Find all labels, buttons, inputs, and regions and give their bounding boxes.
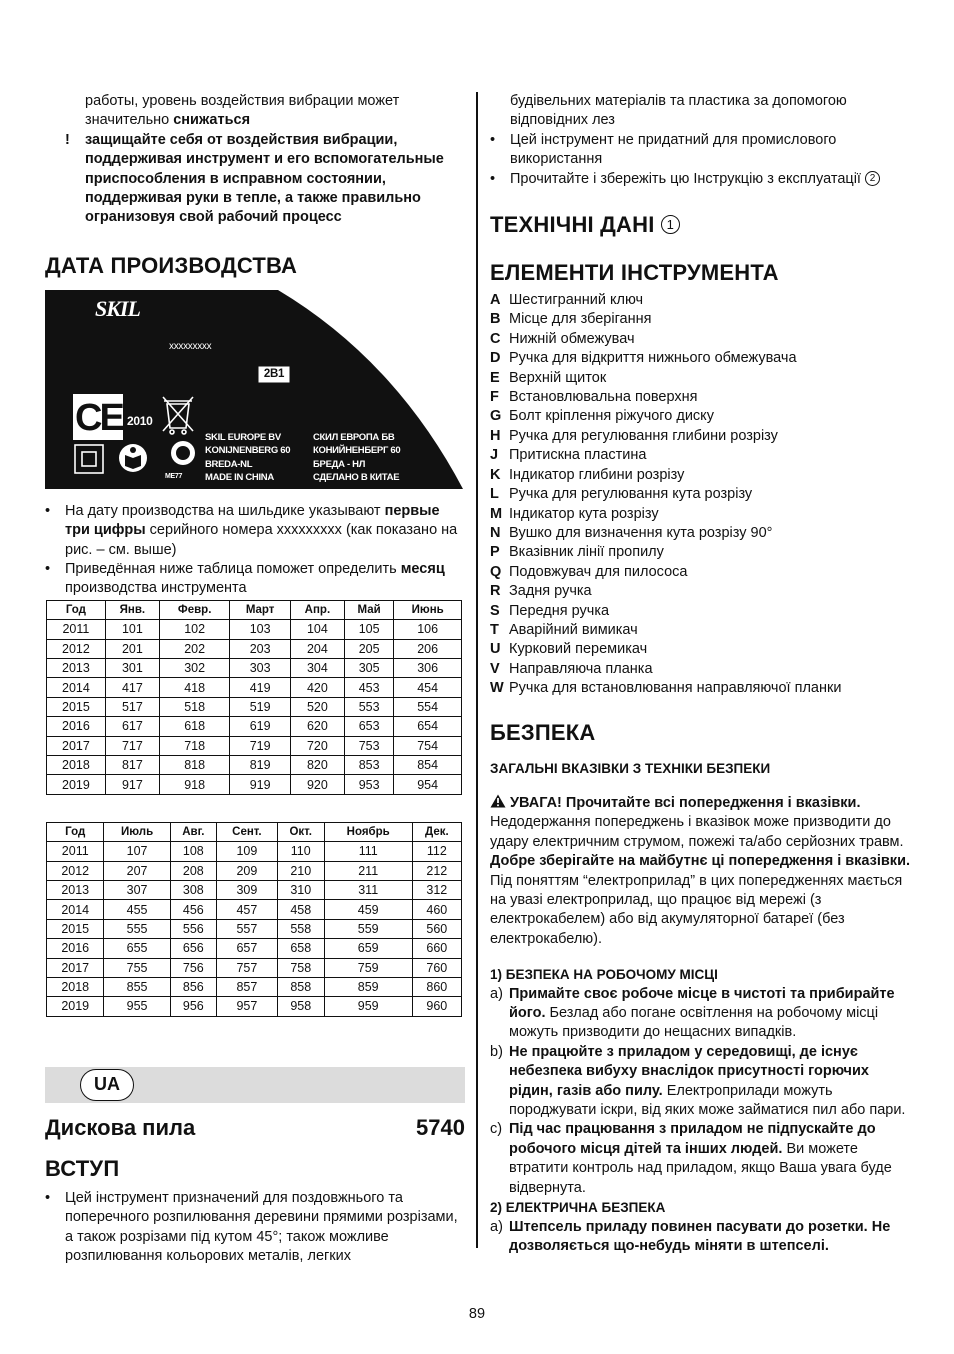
table-cell: 618 [159, 717, 229, 736]
item-key: J [490, 447, 499, 464]
table-row [47, 842, 462, 861]
table-cell: 760 [412, 958, 461, 977]
label-year: 2010 [127, 413, 153, 428]
table-cell: 858 [277, 977, 324, 996]
intro-bullets-cont [490, 131, 910, 189]
table-row [47, 736, 462, 755]
table-cell: 420 [290, 678, 344, 697]
table-cell: 455 [104, 900, 170, 919]
list-item [490, 621, 910, 640]
table-cell: 954 [394, 775, 462, 794]
item-text: Ручка для встановлювання направляючої планки [509, 680, 842, 697]
table-row [47, 919, 462, 938]
table-cell: 557 [217, 919, 278, 938]
table-cell: 655 [104, 939, 170, 958]
table-cell: 304 [290, 659, 344, 678]
table-cell: 310 [277, 880, 324, 899]
elements-heading: ЕЛЕМЕНТИ ІНСТРУМЕНТА [490, 260, 779, 286]
table-cell: 206 [394, 639, 462, 658]
table-cell: 456 [170, 900, 216, 919]
item-key: R [490, 583, 501, 600]
tech-heading: ТЕХНІЧНІ ДАНІ 1 [490, 211, 910, 239]
right-column [490, 92, 910, 1256]
table-cell: 457 [217, 900, 278, 919]
table-cell: 2012 [47, 861, 104, 880]
item-text: Верхній щиток [509, 369, 607, 386]
item-key: B [490, 311, 501, 328]
table-header-cell: Год [47, 822, 104, 841]
table-cell: 754 [394, 736, 462, 755]
list-item [490, 524, 910, 543]
month-table-1 [46, 600, 462, 795]
code-box: 2B1 [263, 367, 285, 380]
table-cell: 854 [394, 756, 462, 775]
list-item [490, 349, 910, 368]
item-key: F [490, 389, 499, 406]
table-row [47, 717, 462, 736]
list-item [490, 388, 910, 407]
list-item [490, 640, 910, 659]
table-header-cell: Дек. [412, 822, 461, 841]
item-key: S [490, 602, 500, 619]
table-row [47, 697, 462, 716]
table-cell: 718 [159, 736, 229, 755]
table-cell: 2019 [47, 775, 106, 794]
item-key: E [490, 369, 500, 386]
table-cell: 203 [230, 639, 290, 658]
table-header-cell: Ноябрь [324, 822, 412, 841]
table-cell: 303 [230, 659, 290, 678]
table-cell: 517 [105, 697, 159, 716]
list-item [490, 369, 910, 388]
table-cell: 309 [217, 880, 278, 899]
list-item: b) Не працюйте з приладом у середовищі, де існує небезпека вибуху внаслідок присутності горючих рідин, газів або пилу. Електроприлади можуть породжувати іскри, від яких може займатися пил або пари. [490, 1043, 906, 1119]
table-cell: 960 [412, 997, 461, 1016]
table-cell: 620 [290, 717, 344, 736]
table-row [47, 997, 462, 1016]
table-cell: 955 [104, 997, 170, 1016]
item-text: Притискна пластина [509, 447, 647, 464]
list-item [490, 407, 910, 426]
ce-mark: CE [75, 396, 122, 439]
table-cell: 958 [277, 997, 324, 1016]
table-cell: 301 [105, 659, 159, 678]
table-cell: 856 [170, 977, 216, 996]
safety-heading: БЕЗПЕКА [490, 719, 596, 745]
list-item: • На дату производства на шильдике указывают первые три цифры серийного номера xxxxxxxxx (как показано на рис. – см. выше) [45, 502, 465, 560]
item-text: Індикатор глибини розрізу [509, 466, 685, 483]
table-header-cell: Май [344, 600, 393, 619]
table-cell: 959 [324, 997, 412, 1016]
intro-heading: ВСТУП [45, 1155, 120, 1181]
table-cell: 956 [170, 997, 216, 1016]
table-row [47, 861, 462, 880]
table-cell: 110 [277, 842, 324, 861]
table-cell: 757 [217, 958, 278, 977]
item-key: U [490, 641, 501, 658]
item-text: Ручка для регулювання глибини розрізу [509, 427, 778, 444]
item-key: G [490, 408, 502, 425]
table-cell: 2018 [47, 977, 104, 996]
table-cell: 419 [230, 678, 290, 697]
list-item: a) Примайте своє робоче місце в чистоті та прибирайте його. Безлад або погане освітлення на робочому місці можуть призводити до нещасних випадків. [490, 985, 895, 1041]
table-row [47, 756, 462, 775]
figure-ref: 1 [661, 215, 680, 234]
table-row [47, 678, 462, 697]
table-cell: 306 [394, 659, 462, 678]
table-cell: 818 [159, 756, 229, 775]
table-cell: 2015 [47, 697, 106, 716]
table-cell: 2019 [47, 997, 104, 1016]
continued-text: будівельних матеріалів та пластика за допомогою відповідних лез [510, 93, 847, 129]
table-cell: 720 [290, 736, 344, 755]
table-cell: 860 [412, 977, 461, 996]
table-cell: 454 [394, 678, 462, 697]
table-cell: 656 [170, 939, 216, 958]
item-text: Передня ручка [509, 602, 610, 619]
table-cell: 658 [277, 939, 324, 958]
table-row [47, 620, 462, 639]
table-row [47, 939, 462, 958]
table-cell: 312 [412, 880, 461, 899]
table-cell: 305 [344, 659, 393, 678]
table-header-cell: Март [230, 600, 290, 619]
table-cell: 111 [324, 842, 412, 861]
general-subheading: ЗАГАЛЬНІ ВКАЗІВКИ З ТЕХНІКИ БЕЗПЕКИ [490, 760, 771, 776]
table-cell: 657 [217, 939, 278, 958]
item-key: N [490, 524, 501, 541]
list-item [490, 427, 910, 446]
table-cell: 820 [290, 756, 344, 775]
item-text: Ручка для регулювання кута розрізу [509, 486, 753, 503]
serial-number: xxxxxxxxx [169, 340, 212, 352]
nameplate-label [45, 290, 465, 492]
list-item: • Приведённая ниже таблица поможет определить месяц производства инструмента [45, 560, 465, 599]
gost-badge-icon [171, 441, 195, 465]
table-cell: 753 [344, 736, 393, 755]
language-bar [45, 1067, 465, 1103]
figure-ref: 2 [865, 171, 880, 186]
table-cell: 106 [394, 620, 462, 639]
table-cell: 208 [170, 861, 216, 880]
product-name: Дискова пила [45, 1114, 196, 1140]
list-item [490, 660, 910, 679]
table-header-cell: Сент. [217, 822, 278, 841]
item-text: Задня ручка [509, 583, 592, 600]
item-text: Аварійний вимикач [509, 621, 638, 638]
table-cell: 519 [230, 697, 290, 716]
table-header-row [47, 822, 462, 841]
electric-list [490, 1218, 910, 1257]
table-cell: 660 [412, 939, 461, 958]
item-text: Ручка для відкриття нижнього обмежувача [509, 350, 797, 367]
item-text: Вушко для визначення кута розрізу 90° [509, 524, 773, 541]
table-cell: 957 [217, 997, 278, 1016]
table-cell: 617 [105, 717, 159, 736]
workplace-subheading: 1) БЕЗПЕКА НА РОБОЧОМУ МІСЦІ [490, 967, 718, 983]
item-text: Направляюча планка [509, 660, 653, 677]
item-key: V [490, 660, 500, 677]
table-cell: 857 [217, 977, 278, 996]
electric-subheading: 2) ЕЛЕКТРИЧНА БЕЗПЕКА [490, 1200, 666, 1216]
item-text: Встановлювальна поверхня [509, 389, 698, 406]
list-item [490, 582, 910, 601]
list-item [490, 291, 910, 310]
read-manual-icon [119, 444, 147, 472]
table-cell: 953 [344, 775, 393, 794]
left-column [45, 92, 465, 1266]
item-key: H [490, 427, 501, 444]
item-key: C [490, 330, 501, 347]
table-cell: 555 [104, 919, 170, 938]
table-cell: 917 [105, 775, 159, 794]
table-cell: 205 [344, 639, 393, 658]
item-text: Шестигранний ключ [509, 292, 644, 309]
table-row [47, 958, 462, 977]
table-cell: 2013 [47, 880, 104, 899]
item-key: A [490, 292, 501, 309]
list-item: • Цей інструмент призначений для поздовжнього та поперечного розпилювання деревини прямими розрізами, а також розрізами під кутом 45°; також можливе розпилювання кольорових металів, легких [45, 1189, 465, 1267]
table-cell: 103 [230, 620, 290, 639]
item-text: Подовжувач для пилососа [509, 563, 688, 580]
item-key: Q [490, 563, 502, 580]
table-cell: 307 [104, 880, 170, 899]
table-cell: 920 [290, 775, 344, 794]
item-text: Індикатор кута розрізу [509, 505, 659, 522]
table-cell: 817 [105, 756, 159, 775]
month-table-2 [46, 822, 462, 1017]
table-cell: 553 [344, 697, 393, 716]
table-cell: 102 [159, 620, 229, 639]
intro-bullets [45, 1189, 465, 1267]
item-text: Місце для зберігання [509, 311, 652, 328]
table-cell: 855 [104, 977, 170, 996]
table-header-cell: Апр. [290, 600, 344, 619]
table-cell: 2013 [47, 659, 106, 678]
warning-icon [490, 794, 506, 808]
table-cell: 558 [277, 919, 324, 938]
table-cell: 619 [230, 717, 290, 736]
table-header-cell: Авг. [170, 822, 216, 841]
table-cell: 654 [394, 717, 462, 736]
table-cell: 308 [170, 880, 216, 899]
table-cell: 2016 [47, 939, 104, 958]
list-item [490, 446, 910, 465]
table-cell: 459 [324, 900, 412, 919]
product-model: 5740 [416, 1114, 465, 1140]
table-row [47, 880, 462, 899]
table-row [47, 977, 462, 996]
table-cell: 302 [159, 659, 229, 678]
table-cell: 859 [324, 977, 412, 996]
table-cell: 418 [159, 678, 229, 697]
table-cell: 560 [412, 919, 461, 938]
intro-line: работы, уровень воздействия вибрации может [85, 93, 400, 109]
date-heading: ДАТА ПРОИЗВОДСТВА [45, 252, 298, 278]
table-cell: 460 [412, 900, 461, 919]
date-bullets [45, 502, 465, 599]
table-cell: 819 [230, 756, 290, 775]
item-key: K [490, 466, 501, 483]
list-item [490, 505, 910, 524]
table-cell: 918 [159, 775, 229, 794]
item-text: Болт кріплення ріжучого диску [509, 408, 714, 425]
language-badge: UA [80, 1069, 134, 1101]
table-header-cell: Июль [104, 822, 170, 841]
table-cell: 107 [104, 842, 170, 861]
table-header-cell: Окт. [277, 822, 324, 841]
vibration-warning: ! защищайте себя от воздействия вибрации, поддерживая инструмент и его вспомогательные приспособления в исправном состоянии, поддерживая руки в тепле, а также правильно огранизовуя свой рабочий процесс [65, 131, 444, 226]
table-cell: 104 [290, 620, 344, 639]
table-row [47, 639, 462, 658]
list-item [490, 466, 910, 485]
list-item [490, 330, 910, 349]
table-cell: 518 [159, 697, 229, 716]
table-cell: 2011 [47, 842, 104, 861]
table-cell: 209 [217, 861, 278, 880]
table-cell: 112 [412, 842, 461, 861]
list-item [490, 310, 910, 329]
table-cell: 201 [105, 639, 159, 658]
list-item [490, 485, 910, 504]
item-text: Курковий перемикач [509, 641, 648, 658]
table-cell: 2017 [47, 958, 104, 977]
table-header-cell: Янв. [105, 600, 159, 619]
skil-logo: SKIL [95, 295, 140, 321]
item-key: W [490, 680, 504, 697]
table-cell: 717 [105, 736, 159, 755]
table-cell: 453 [344, 678, 393, 697]
elements-list [490, 291, 910, 699]
table-cell: 207 [104, 861, 170, 880]
table-cell: 758 [277, 958, 324, 977]
page-number: 89 [468, 1306, 486, 1322]
list-item [490, 679, 910, 698]
table-cell: 211 [324, 861, 412, 880]
table-row [47, 659, 462, 678]
table-cell: 204 [290, 639, 344, 658]
table-cell: 210 [277, 861, 324, 880]
table-cell: 2011 [47, 620, 106, 639]
product-title [45, 1115, 465, 1141]
item-text: Нижній обмежувач [509, 330, 635, 347]
item-key: D [490, 350, 501, 367]
table-cell: 853 [344, 756, 393, 775]
table-cell: 719 [230, 736, 290, 755]
item-key: T [490, 621, 499, 638]
list-item [490, 602, 910, 621]
table-cell: 2014 [47, 900, 104, 919]
item-key: P [490, 544, 500, 561]
item-key: L [490, 486, 499, 503]
table-cell: 554 [394, 697, 462, 716]
table-row [47, 900, 462, 919]
table-cell: 756 [170, 958, 216, 977]
table-cell: 653 [344, 717, 393, 736]
address-en: SKIL EUROPE BV KONIJNENBERG 60 BREDA-NL MADE IN CHINA [205, 431, 291, 484]
list-item [490, 563, 910, 582]
table-cell: 2012 [47, 639, 106, 658]
list-item: • Цей інструмент не придатний для промислового використання [490, 131, 910, 170]
table-cell: 755 [104, 958, 170, 977]
column-divider [476, 92, 478, 1248]
table-cell: 2018 [47, 756, 106, 775]
list-item: • Прочитайте і збережіть цю Інструкцію з експлуатації 2 [490, 170, 910, 189]
table-cell: 202 [159, 639, 229, 658]
badge-code: ME77 [165, 472, 183, 480]
table-cell: 311 [324, 880, 412, 899]
table-header-row [47, 600, 462, 619]
table-header-cell: Февр. [159, 600, 229, 619]
item-text: Вказівник лінії пропилу [509, 544, 664, 561]
table-cell: 520 [290, 697, 344, 716]
table-cell: 559 [324, 919, 412, 938]
table-cell: 2017 [47, 736, 106, 755]
list-item: c) Під час працювання з приладом не підпускайте до робочого місця дітей та інших людей. Ви можете втратити контроль над приладом, якщо Ваша увага буде відвернута. [490, 1121, 892, 1196]
table-cell: 101 [105, 620, 159, 639]
table-cell: 108 [170, 842, 216, 861]
table-header-cell: Июнь [394, 600, 462, 619]
table-cell: 919 [230, 775, 290, 794]
table-row [47, 775, 462, 794]
table-cell: 458 [277, 900, 324, 919]
table-cell: 2014 [47, 678, 106, 697]
table-cell: 109 [217, 842, 278, 861]
table-cell: 212 [412, 861, 461, 880]
list-item: a) Штепсель приладу повинен пасувати до розетки. Не дозволяється що-небудь міняти в штепселі. [490, 1218, 891, 1254]
table-cell: 2016 [47, 717, 106, 736]
table-cell: 556 [170, 919, 216, 938]
table-cell: 759 [324, 958, 412, 977]
table-cell: 105 [344, 620, 393, 639]
list-item [490, 543, 910, 562]
general-warning: УВАГА! Прочитайте всі попередження і вказівки. Недодержання попереджень і вказівок може призводити до удару електричним струмом, пожежі та/або серйозних травм. Добре зберігайте на майбутнє ці попередження і вказівки. Під поняттям “електроприлад” в цих попередженнях мається на увазі електроприлад, що працює від мережі (з електрокабелем) або від акумуляторної батареї (без електрокабелю). [490, 794, 911, 947]
table-cell: 659 [324, 939, 412, 958]
intro-line-2: значительно снижаться [85, 112, 251, 129]
table-cell: 2015 [47, 919, 104, 938]
table-cell: 417 [105, 678, 159, 697]
table-header-cell: Год [47, 600, 106, 619]
item-key: M [490, 505, 503, 522]
workplace-list [490, 985, 910, 1198]
address-ru: СКИЛ ЕВРОПА БВ КОНИЙНЕНБЕРГ 60 БРЕДА - НЛ СДЕЛАНО В КИТАЕ [313, 431, 401, 484]
